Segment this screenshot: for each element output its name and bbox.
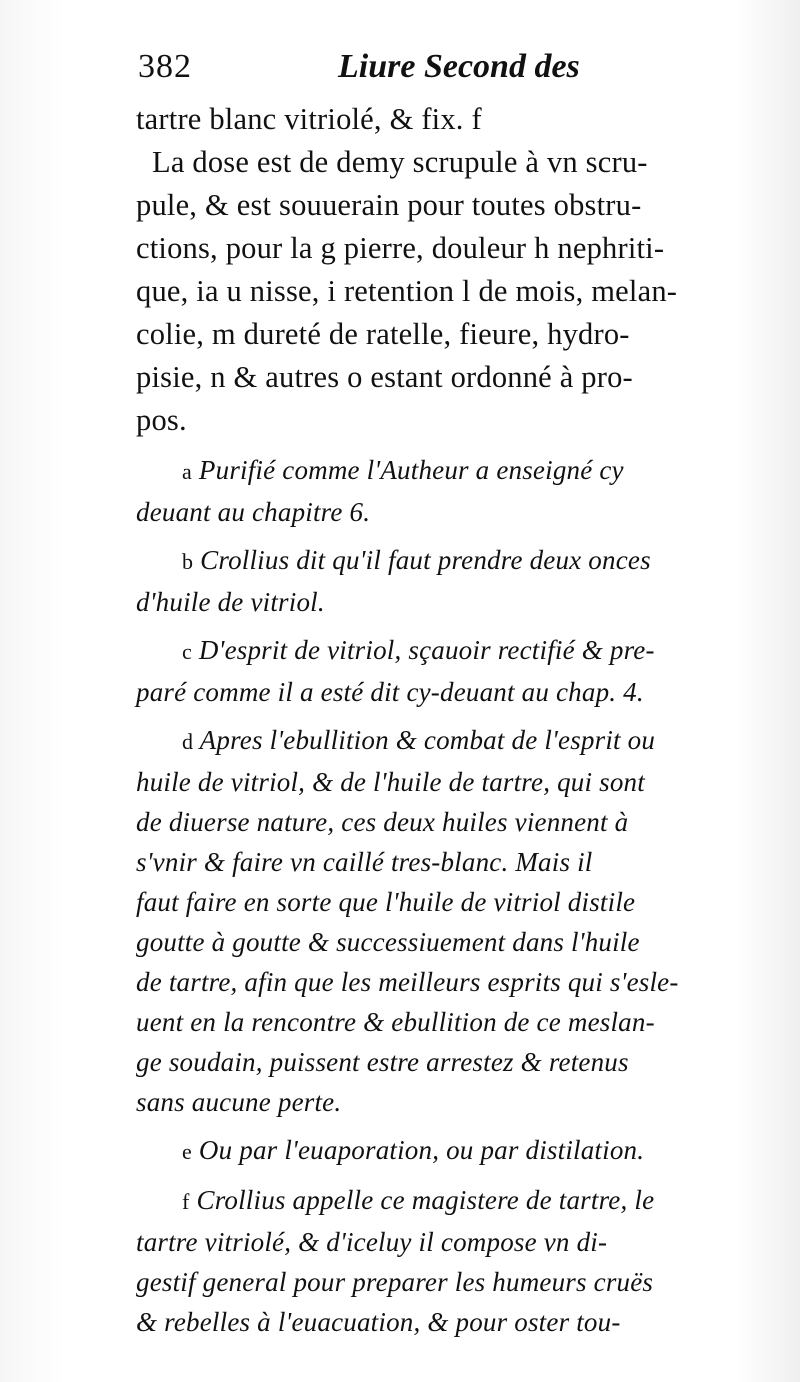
page-header	[138, 44, 678, 94]
text-line: pule, & est souuerain pour toutes obstru-	[136, 188, 642, 222]
note-line	[136, 630, 761, 672]
note-text: Ou par l'euaporation, ou par distilation.	[198, 1135, 645, 1165]
note-mark: b	[182, 549, 194, 574]
note-line: & rebelles à l'euacuation, & pour oster tou-	[136, 1307, 621, 1337]
text-line: ctions, pour la g pierre, douleur h nephriti-	[136, 231, 665, 265]
note-line: faut faire en sorte que l'huile de vitriol distile	[136, 887, 636, 917]
text-line: colie, m dureté de ratelle, fieure, hydro-	[136, 317, 630, 351]
note-text: D'esprit de vitriol, sçauoir rectifié & pre-	[198, 635, 655, 665]
note-line: de diuerse nature, ces deux huiles viennent à	[136, 807, 629, 837]
note-line: uent en la rencontre & ebullition de ce meslan-	[136, 1007, 655, 1037]
note-mark: e	[182, 1139, 192, 1164]
page-number: 382	[138, 48, 192, 85]
note-line	[136, 720, 761, 762]
note-line	[136, 450, 761, 492]
note-line: huile de vitriol, & de l'huile de tartre, qui sont	[136, 767, 645, 797]
note-line: s'vnir & faire vn caillé tres-blanc. Mais il	[136, 847, 593, 877]
note-text: Crollius dit qu'il faut prendre deux onces	[200, 545, 651, 575]
note-line: tartre vitriolé, & d'iceluy il compose vn di-	[136, 1227, 608, 1257]
note-text: Crollius appelle ce magistere de tartre, le	[196, 1185, 655, 1215]
note-line: sans aucune perte.	[136, 1087, 342, 1117]
text-line: La dose est de demy scrupule à vn scru-	[152, 145, 648, 179]
running-head: Liure Second des	[338, 48, 580, 85]
text-line: tartre blanc vitriolé, & fix. f	[136, 102, 482, 136]
note-text: Apres l'ebullition & combat de l'esprit ou	[199, 725, 656, 755]
page-body	[136, 98, 761, 1342]
note-line	[136, 1130, 761, 1172]
note-line	[136, 1180, 761, 1222]
text-line: pisie, n & autres o estant ordonné à pro-	[136, 360, 633, 394]
note-mark: a	[182, 459, 192, 484]
note-mark: c	[182, 639, 192, 664]
note-line: d'huile de vitriol.	[136, 587, 325, 617]
note-mark: d	[182, 729, 194, 754]
text-line: pos.	[136, 403, 187, 437]
note-line: de tartre, afin que les meilleurs esprits qui s'esle-	[136, 967, 679, 997]
note-line: deuant au chapitre 6.	[136, 497, 371, 527]
note-line: ge soudain, puissent estre arrestez & retenus	[136, 1047, 629, 1077]
note-line	[136, 540, 761, 582]
note-line: gestif general pour preparer les humeurs cruës	[136, 1267, 654, 1297]
note-text: Purifié comme l'Autheur a enseigné cy	[198, 455, 624, 485]
note-line: goutte à goutte & successiuement dans l'huile	[136, 927, 640, 957]
text-line: que, ia u nisse, i retention l de mois, melan-	[136, 274, 678, 308]
note-line: paré comme il a esté dit cy-deuant au chap. 4.	[136, 677, 644, 707]
note-mark: f	[182, 1189, 190, 1214]
